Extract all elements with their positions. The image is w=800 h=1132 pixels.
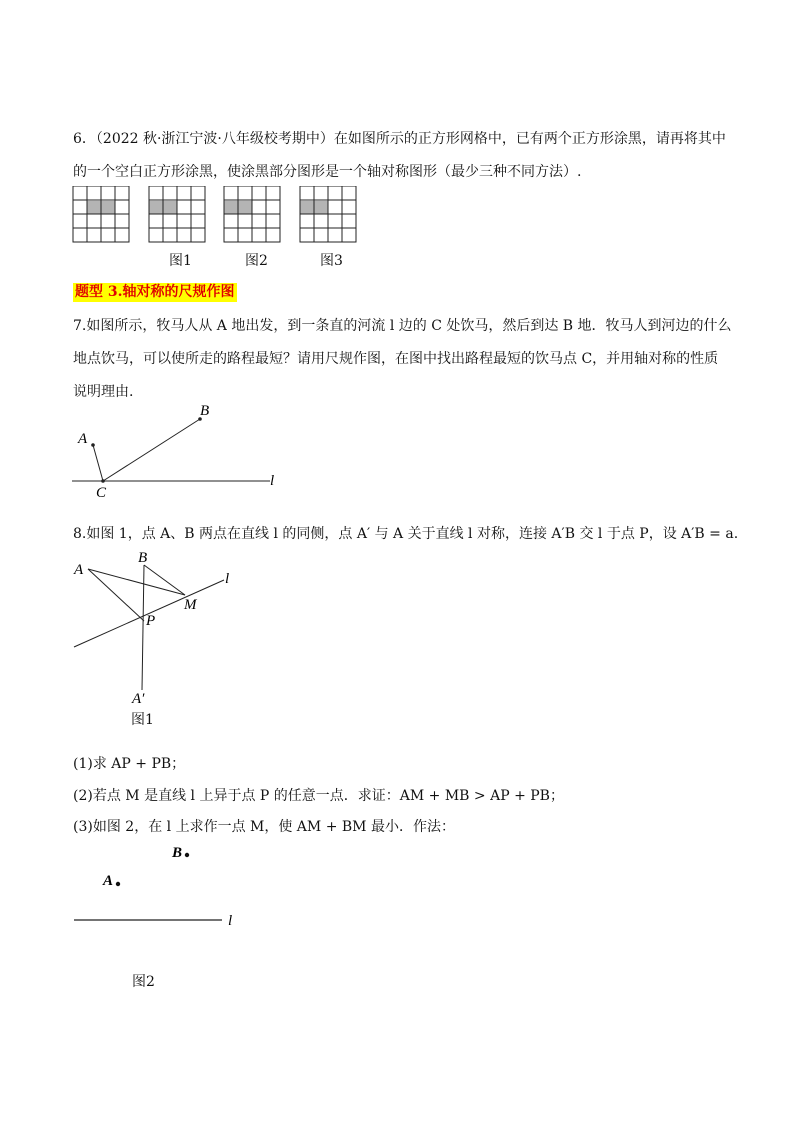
q8-fig2-caption: 图2 (132, 974, 155, 990)
q7-line2: 地点饮马，可以使所走的路程最短？请用尺规作图，在图中找出路程最短的饮马点 C，并用轴对称的性质 (73, 351, 719, 367)
segment-BM (144, 565, 185, 595)
label-C: C (96, 485, 107, 501)
q6-grids (70, 186, 370, 246)
q6-caption-1: 图1 (169, 253, 192, 269)
label-B: B (172, 845, 183, 861)
grid-fig1 (149, 186, 205, 242)
label-Aprime: A′ (132, 691, 145, 707)
label-B: B (200, 403, 210, 419)
grid-original (73, 186, 129, 242)
point-B (185, 853, 189, 857)
point-C (101, 479, 105, 483)
label-M: M (184, 597, 197, 613)
q6-caption-2: 图2 (245, 253, 268, 269)
label-A: A (103, 873, 114, 889)
q7-figure (60, 395, 300, 505)
q8-figure2 (60, 838, 280, 938)
q8-line1: 8.如图 1，点 A、B 两点在直线 l 的同侧，点 A′ 与 A 关于直线 l 对称，连接 A′B 交 l 于点 P，设 A′B = a. (73, 526, 739, 542)
label-l: l (225, 571, 230, 587)
q8-sub3: (3)如图 2，在 l 上求作一点 M，使 AM + BM 最小．作法： (73, 819, 455, 835)
label-A: A (78, 431, 88, 447)
q8-sub1: (1)求 AP + PB； (73, 756, 186, 772)
point-A (116, 882, 120, 886)
label-B: B (138, 550, 148, 566)
segment-AC (93, 445, 103, 481)
label-P: P (146, 613, 156, 629)
q8-sub2: (2)若点 M 是直线 l 上异于点 P 的任意一点．求证：AM + MB > AP + PB； (73, 788, 564, 804)
grid-fig2 (224, 186, 280, 242)
label-l: l (228, 913, 233, 929)
q7-line1: 7.如图所示，牧马人从 A 地出发，到一条直的河流 l 边的 C 处饮马，然后到达 B 地．牧马人到河边的什么 (73, 318, 732, 334)
q8-fig1-caption: 图1 (131, 712, 154, 728)
q6-caption-3: 图3 (320, 253, 343, 269)
label-A: A (74, 562, 84, 578)
q6-line1: 6．（2022 秋·浙江宁波·八年级校考期中）在如图所示的正方形网格中，已有两个正方形涂黑，请再将其中 (73, 131, 726, 147)
q8-figure1 (60, 545, 260, 710)
q7-line3: 说明理由. (73, 384, 134, 400)
section-heading: 题型 3.轴对称的尺规作图 (75, 284, 235, 300)
grid-fig3 (300, 186, 356, 242)
segment-CB (103, 419, 200, 481)
label-l: l (270, 473, 275, 489)
point-A (91, 443, 95, 447)
q6-line2: 的一个空白正方形涂黑，使涂黑部分图形是一个轴对称图形（最少三种不同方法）. (73, 164, 582, 180)
